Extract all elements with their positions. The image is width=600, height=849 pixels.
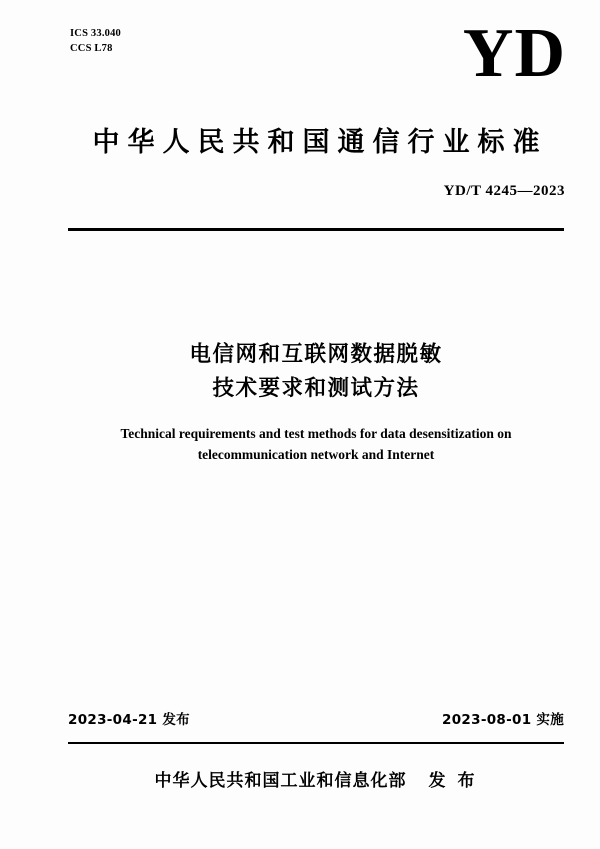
title-chinese-line-1: 电信网和互联网数据脱敏 bbox=[189, 342, 443, 367]
page-content-area bbox=[66, 0, 566, 849]
ccs-code: CCS L78 bbox=[70, 43, 113, 54]
document-title-english bbox=[116, 423, 516, 465]
standard-header-chinese: 中华人民共和国通信行业标准 bbox=[92, 127, 548, 158]
document-title-chinese bbox=[66, 338, 566, 406]
effective-date: 2023-08-01 实施 bbox=[442, 712, 564, 728]
issuing-authority-suffix: 发 布 bbox=[428, 771, 478, 791]
issuing-authority-name: 中华人民共和国工业和信息化部 bbox=[154, 771, 407, 791]
standard-number: YD/T 4245—2023 bbox=[443, 183, 565, 199]
footer-divider-rule bbox=[68, 742, 564, 744]
issue-date: 2023-04-21 发布 bbox=[68, 712, 190, 728]
classification-codes bbox=[70, 26, 121, 56]
title-english-line-1: Technical requirements and test methods for data desensitization on bbox=[120, 426, 512, 441]
ics-code: ICS 33.040 bbox=[70, 28, 122, 39]
title-english-line-2: telecommunication network and Internet bbox=[197, 447, 435, 462]
title-chinese-line-2: 技术要求和测试方法 bbox=[212, 376, 420, 401]
header-divider-rule bbox=[68, 228, 564, 231]
issuing-authority bbox=[66, 766, 566, 791]
yd-logo: YD bbox=[462, 15, 566, 92]
